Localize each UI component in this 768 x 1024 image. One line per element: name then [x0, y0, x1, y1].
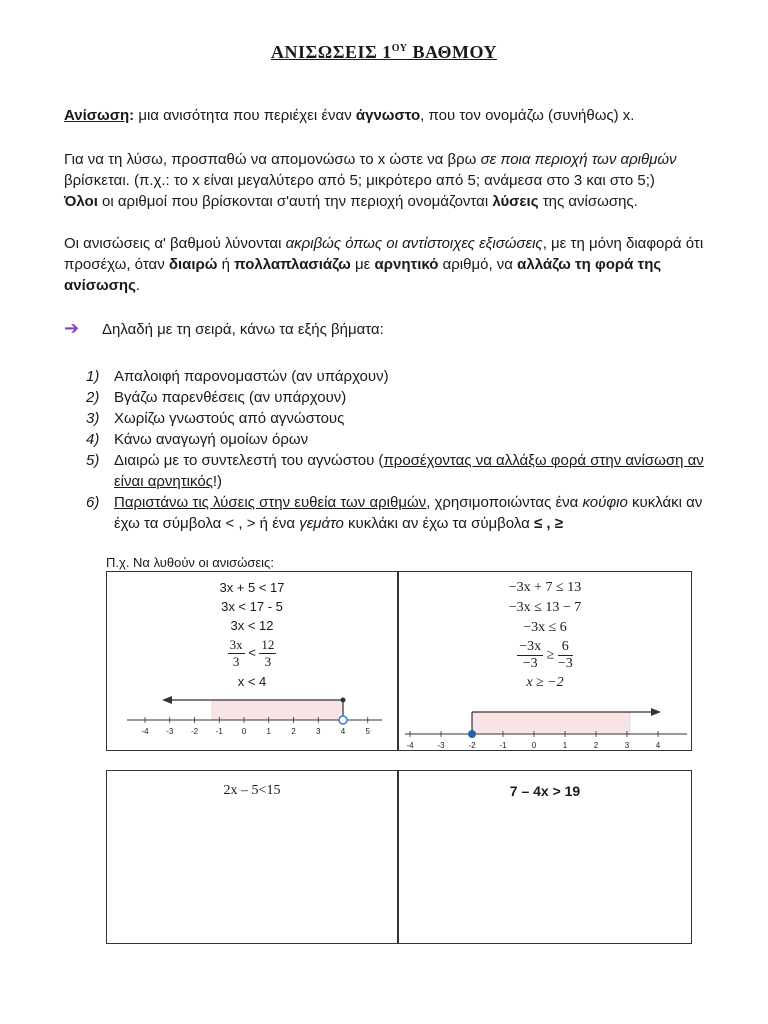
ex2-tick-label: 3 [624, 741, 630, 748]
ex2-tick-label: 4 [655, 741, 661, 748]
ex1-tick-label: 5 [365, 727, 370, 736]
ex2-solution-region [472, 712, 630, 734]
ex2-tick-label: -1 [499, 741, 507, 748]
ex2-line-3: −3x ≤ 6 [523, 620, 567, 635]
ex1-tick-label: -1 [215, 727, 223, 736]
example-box-1 [106, 571, 398, 751]
ex2-filled-point-icon [469, 731, 476, 738]
ex1-result: x < 4 [237, 674, 267, 689]
list-item: 3) Χωρίζω γνωστούς από αγνώστους [86, 410, 345, 427]
exercise-3-text: 2x – 5<15 [223, 783, 281, 798]
ex2-tick-label: -4 [406, 741, 414, 748]
ex2-tick-label: 1 [562, 741, 568, 748]
ex1-solution-region [212, 700, 343, 720]
ex1-tick-label: 4 [340, 727, 346, 736]
steps-list [86, 366, 706, 534]
ex1-line-2: 3x < 17 - 5 [221, 599, 283, 614]
right-arrow-icon: ➔ [64, 318, 80, 338]
ex2-fraction: $\frac{-3x}{-3}$ ≥ $\frac{6}{-3}$ [519, 639, 573, 671]
ex1-fraction: $\frac{3x}{3}$ < $\frac{12}{3}$ [229, 637, 275, 669]
ex1-tick-label: -2 [190, 727, 199, 736]
ex2-line-1: −3x + 7 ≤ 13 [508, 580, 582, 595]
ex1-tick-label: 0 [241, 727, 247, 736]
ex1-number-line [107, 690, 397, 746]
list-item: 1) Απαλοιφή παρονομαστών (αν υπάρχουν) [86, 368, 389, 385]
definition-term: Ανίσωση [64, 107, 130, 124]
exercise-box-4 [398, 770, 692, 944]
list-item: 6) Παριστάνω τις λύσεις στην ευθεία των αριθμών, χρησιμοποιώντας ένα κούφιο κυκλάκι αν έχω τα σύμβολα < , > ή ένα γεμάτο κυκλάκι αν έχω τα σύμβολα ≤ , ≥ [86, 494, 703, 532]
ex1-tick-label: -3 [166, 727, 174, 736]
ex1-tick-label: 2 [291, 727, 296, 736]
ex1-line-1: 3x + 5 < 17 [219, 580, 285, 595]
ex2-tick-label: -2 [468, 741, 476, 748]
definition-paragraph: Ανίσωση: μια ανισότητα που περιέχει έναν άγνωστο, που τον ονομάζω (συνήθως) x. [64, 107, 635, 124]
ex2-result: x ≥ −2 [526, 675, 564, 690]
example-label: Π.χ. Να λυθούν οι ανισώσεις: [106, 555, 274, 570]
ex2-tick-label: -3 [437, 741, 445, 748]
ex1-open-point-icon [339, 716, 347, 724]
ex1-tick-label: 1 [266, 727, 271, 736]
list-item: 2) Βγάζω παρενθέσεις (αν υπάρχουν) [86, 389, 347, 406]
exercise-4-text: 7 – 4x > 19 [509, 783, 581, 799]
steps-intro: ➔ Δηλαδή με τη σειρά, κάνω τα εξής βήματα: [64, 318, 384, 338]
example-box-2 [398, 571, 692, 751]
ex2-line-2: −3x ≤ 13 − 7 [508, 600, 582, 615]
ex2-tick-label: 2 [593, 741, 599, 748]
solution-paragraph: Για να τη λύσω, προσπαθώ να απομονώσω το x ώστε να βρω σε ποια περιοχή των αριθμών βρίσκεται. (π.χ.: το x είναι μεγαλύτερο από 5; μικρότερο από 5; ανάμεσα στο 3 και στο 5;) Όλοι οι αριθμοί που βρίσκονται σ'αυτή την περιοχή ονομάζονται λύσεις της ανίσωσης. [64, 151, 677, 210]
ex1-tick-label: -4 [141, 727, 149, 736]
method-paragraph: Οι ανισώσεις α' βαθμού λύνονται ακριβώς όπως οι αντίστοιχες εξισώσεις, με τη μόνη διαφορά ότι προσέχω, όταν διαιρώ ή πολλαπλασιάζω με αρνητικό αριθμό, να αλλάζω τη φορά της ανίσωσης. [64, 235, 704, 294]
ex2-arrow-head-icon [651, 708, 661, 716]
page-title: ΑΝΙΣΩΣΕΙΣ $1^{O\Upsilon}$ ΒΑΘΜΟΥ [271, 42, 497, 62]
ex1-arrow-head-icon [162, 696, 172, 704]
ex2-tick-label: 0 [531, 741, 537, 748]
ex1-tick-label: 3 [316, 727, 321, 736]
list-item: 5) Διαιρώ με το συντελεστή του αγνώστου (προσέχοντας να αλλάξω φορά στην ανίσωση αν είναι αρνητικός!) [86, 452, 704, 490]
ex2-number-line [399, 700, 691, 748]
exercise-box-3 [106, 770, 398, 944]
list-item: 4) Κάνω αναγωγή ομοίων όρων [86, 431, 309, 448]
ex1-line-3: 3x < 12 [230, 618, 274, 633]
